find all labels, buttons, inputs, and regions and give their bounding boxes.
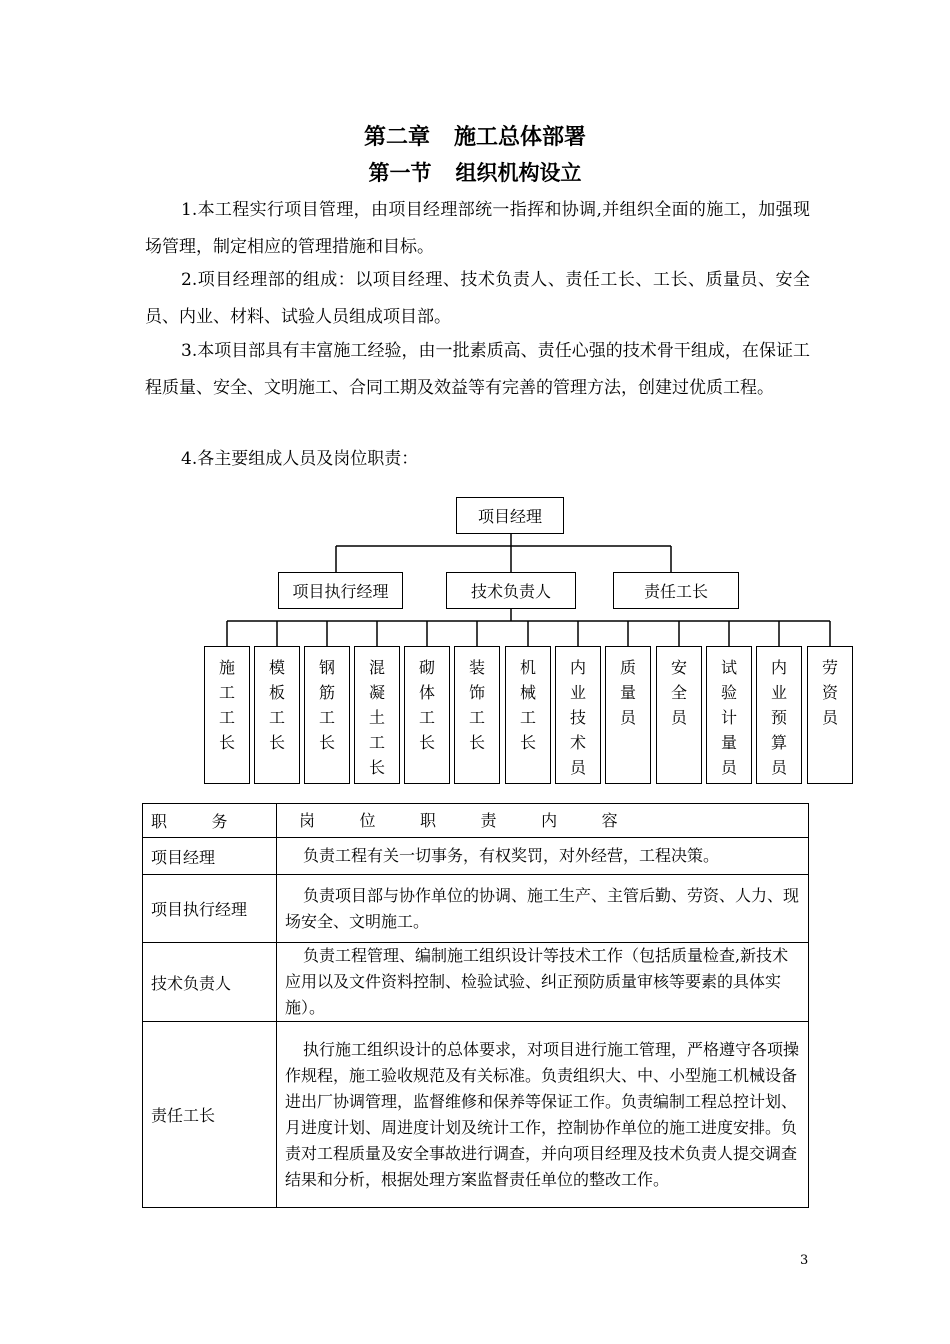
table-row — [143, 875, 809, 943]
table-cell-role: 项目执行经理 — [143, 875, 277, 943]
org-top-box: 项目经理 — [456, 497, 564, 534]
org-bottom-box: 机械工长 — [505, 646, 551, 784]
org-bottom-box: 内业预算员 — [756, 646, 802, 784]
duty-table — [142, 803, 809, 1208]
org-bottom-box: 试验计量员 — [706, 646, 752, 784]
section-number: 第一节 — [368, 161, 432, 185]
org-bottom-box: 装饰工长 — [454, 646, 500, 784]
org-bottom-box: 劳资员 — [807, 646, 853, 784]
org-bottom-box: 混凝土工长 — [354, 646, 400, 784]
paragraph-4: 4.各主要组成人员及岗位职责： — [181, 449, 419, 469]
chapter-title: 施工总体部署 — [454, 125, 587, 150]
table-row — [143, 1022, 809, 1208]
table-cell-desc: 执行施工组织设计的总体要求，对项目进行施工管理，严格遵守各项操作规程，施工验收规范及有关标准。负责组织大、中、小型施工机械设备进出厂协调管理，监督维修和保养等保证工作。负责编制工程总控计划、月进度计划、周进度计划及统计工作，控制协作单位的施工进度安排。负责对工程质量及安全事故进行调查，并向项目经理及技术负责人提交调查结果和分析，根据处理方案监督责任单位的整改工作。 — [277, 1022, 809, 1208]
table-cell-role: 项目经理 — [143, 838, 277, 875]
org-bottom-box: 施工工长 — [204, 646, 250, 784]
table-header-role: 职 务 — [143, 804, 277, 838]
table-row — [143, 838, 809, 875]
org-middle-box: 项目执行经理 — [278, 572, 403, 609]
chapter-number: 第二章 — [363, 125, 430, 150]
org-middle-box: 责任工长 — [613, 572, 739, 609]
table-row — [143, 943, 809, 1022]
table-cell-desc: 负责工程管理、编制施工组织设计等技术工作（包括质量检查,新技术应用以及文件资料控制、检验试验、纠正预防质量审核等要素的具体实施）。 — [277, 943, 809, 1022]
org-bottom-box: 模板工长 — [254, 646, 300, 784]
table-cell-desc: 负责工程有关一切事务，有权奖罚，对外经营，工程决策。 — [277, 838, 809, 875]
table-cell-role: 责任工长 — [143, 1022, 277, 1208]
org-bottom-box: 砌体工长 — [404, 646, 450, 784]
table-cell-role: 技术负责人 — [143, 943, 277, 1022]
section-heading — [0, 157, 950, 187]
org-bottom-box: 质量员 — [605, 646, 651, 784]
table-header-row — [143, 804, 809, 838]
table-header-desc: 岗 位 职 责 内 容 — [277, 804, 809, 838]
paragraph-2: 2.项目经理部的组成：以项目经理、技术负责人、责任工长、工长、质量员、安全员、内业、材料、试验人员组成项目部。 — [145, 270, 810, 327]
org-bottom-box: 安全员 — [656, 646, 702, 784]
section-title: 组织机构设立 — [455, 161, 582, 185]
org-bottom-box: 内业技术员 — [555, 646, 601, 784]
chapter-heading — [0, 120, 950, 151]
page-number: 3 — [800, 1253, 809, 1268]
table-cell-desc: 负责项目部与协作单位的协调、施工生产、主管后勤、劳资、人力、现场安全、文明施工。 — [277, 875, 809, 943]
org-middle-box: 技术负责人 — [446, 572, 576, 609]
paragraph-1: 1.本工程实行项目管理，由项目经理部统一指挥和协调,并组织全面的施工，加强现场管理，制定相应的管理措施和目标。 — [145, 200, 810, 257]
paragraph-3: 3.本项目部具有丰富施工经验，由一批素质高、责任心强的技术骨干组成，在保证工程质量、安全、文明施工、合同工期及效益等有完善的管理方法，创建过优质工程。 — [145, 341, 810, 398]
org-bottom-box: 钢筋工长 — [304, 646, 350, 784]
